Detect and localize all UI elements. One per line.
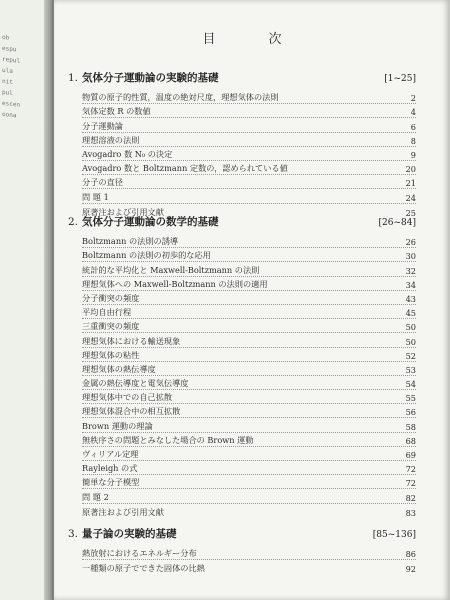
chapter-page-range: [26~84] — [378, 218, 416, 228]
entry-page-number: 54 — [405, 379, 416, 390]
contents-page — [54, 0, 450, 600]
entry-title: Rayleigh の式 — [82, 463, 138, 474]
entry-page-number: 82 — [405, 492, 416, 503]
entry-page-number: 2 — [410, 93, 416, 104]
entry-page-number: 43 — [405, 293, 416, 304]
chapter-page-range: [85~136] — [372, 530, 416, 540]
fragment: oona — [2, 110, 17, 120]
toc-entry — [82, 147, 416, 161]
toc-entry — [82, 348, 416, 362]
entry-title: Avogadro 数と Boltzmann 定数の，認められている値 — [82, 163, 288, 174]
entry-page-number: 9 — [410, 149, 416, 160]
toc-entry — [82, 277, 416, 291]
entry-title: 統計的な平均化と Maxwell-Boltzmann の法則 — [82, 264, 260, 275]
chapter-heading — [68, 526, 416, 542]
toc-entry — [82, 376, 416, 390]
chapter-number: 3. — [68, 528, 79, 540]
entry-title: 理想気体混合中の相互拡散 — [82, 406, 181, 417]
entry-title: 気体定数 R の数値 — [82, 106, 151, 117]
entry-page-number: 50 — [405, 322, 416, 333]
entry-page-number: 20 — [405, 164, 416, 175]
chapter-1 — [68, 70, 416, 218]
entry-title: ヴィリアル定理 — [82, 449, 139, 459]
entry-title: Avogadro 数 N₀ の決定 — [82, 148, 173, 159]
fragment: pul — [2, 88, 13, 98]
toc-entry — [82, 175, 416, 189]
chapter-title: 気体分子運動論の実験的基礎 — [82, 72, 219, 84]
entry-title: 問 題 1 — [82, 191, 109, 202]
page-title: 目 次 — [202, 32, 302, 47]
entry-title: 平均自由行程 — [82, 307, 132, 318]
entry-title: 原著注および引用文献 — [82, 206, 164, 217]
entry-title: 理想気体の熱伝導度 — [82, 363, 156, 374]
toc-entry — [82, 90, 416, 104]
entry-page-number: 8 — [410, 135, 416, 146]
entry-title: Boltzmann の法則の誘導 — [82, 236, 179, 247]
entry-title: 分子運動論 — [82, 120, 123, 131]
entry-page-number: 86 — [405, 549, 416, 560]
entry-title: 分子の直径 — [82, 177, 123, 188]
fragment: nit — [2, 77, 13, 87]
entry-title: 無秩序さの問題とみなした場合の Brown 運動 — [82, 434, 254, 445]
entry-list — [82, 234, 416, 518]
toc-entry — [82, 433, 416, 447]
entry-page-number: 25 — [405, 207, 416, 218]
toc-entry — [82, 418, 416, 432]
entry-title: 理想気体における輸送現象 — [82, 335, 181, 346]
toc-entry — [82, 560, 416, 574]
entry-title: 一種類の原子でできた固体の比熱 — [82, 563, 205, 574]
toc-entry — [82, 319, 416, 333]
toc-entry — [82, 234, 416, 248]
chapter-number: 2. — [68, 216, 79, 228]
entry-page-number: 55 — [405, 393, 416, 404]
entry-page-number: 52 — [405, 350, 416, 361]
entry-page-number: 68 — [405, 435, 416, 446]
toc-entry — [82, 333, 416, 347]
entry-page-number: 83 — [405, 507, 416, 518]
chapter-page-range: [1~25] — [384, 74, 416, 84]
entry-title: Boltzmann の法則の初歩的な応用 — [82, 250, 211, 261]
toc-entry — [82, 546, 416, 560]
entry-title: 理想溶液の法則 — [82, 134, 140, 145]
entry-page-number: 72 — [405, 464, 416, 475]
fragment: ula — [2, 66, 13, 76]
chapter-2 — [68, 214, 416, 518]
entry-title: 分子衝突の頻度 — [82, 292, 140, 303]
entry-title: 金属の熱伝導度と電気伝導度 — [82, 378, 189, 389]
chapter-3 — [68, 526, 416, 574]
entry-page-number: 26 — [405, 237, 416, 248]
fragment: escen — [2, 99, 21, 109]
entry-title: 理想気体中での自己拡散 — [82, 392, 173, 403]
fragment: ob — [2, 33, 10, 42]
toc-entry — [82, 248, 416, 262]
toc-entry — [82, 305, 416, 319]
entry-page-number: 4 — [410, 107, 416, 118]
toc-entry — [82, 104, 416, 118]
chapter-heading — [68, 70, 416, 86]
entry-page-number: 69 — [405, 450, 416, 460]
fragment: repul — [2, 55, 21, 65]
entry-page-number: 32 — [405, 265, 416, 276]
entry-page-number: 50 — [405, 336, 416, 347]
toc-entry — [82, 475, 416, 489]
toc-entry — [82, 189, 416, 203]
entry-page-number: 6 — [410, 121, 416, 132]
left-page-fragments — [0, 28, 44, 203]
entry-title: 物質の原子的性質，温度の絶対尺度，理想気体の法則 — [82, 92, 279, 103]
toc-entry — [82, 118, 416, 132]
toc-entry — [82, 447, 416, 461]
toc-entry — [82, 461, 416, 475]
entry-page-number: 92 — [405, 564, 416, 575]
entry-title: 熱放射におけるエネルギー分布 — [82, 548, 197, 559]
chapter-number: 1. — [68, 72, 79, 84]
toc-entry — [82, 291, 416, 305]
entry-title: 理想気体の粘性 — [82, 349, 140, 360]
entry-title: 原著注および引用文献 — [82, 506, 164, 517]
chapter-heading — [68, 214, 416, 230]
entry-page-number: 58 — [405, 421, 416, 432]
entry-page-number: 45 — [405, 308, 416, 319]
entry-page-number: 56 — [405, 407, 416, 418]
entry-title: 理想気体への Maxwell-Boltzmann の法則の適用 — [82, 278, 268, 289]
toc-entry — [82, 133, 416, 147]
toc-entry — [82, 161, 416, 175]
entry-title: 三重衝突の頻度 — [82, 321, 140, 332]
entry-page-number: 21 — [405, 178, 416, 189]
toc-entry — [82, 404, 416, 418]
toc-entry — [82, 390, 416, 404]
chapter-title: 量子論の実験的基礎 — [82, 528, 177, 540]
entry-list — [82, 90, 416, 218]
entry-page-number: 72 — [405, 478, 416, 489]
chapter-title: 気体分子運動論の数学的基礎 — [82, 216, 219, 228]
entry-list — [82, 546, 416, 574]
entry-title: Brown 運動の理論 — [82, 420, 153, 431]
toc-entry — [82, 489, 416, 503]
toc-entry — [82, 504, 416, 518]
entry-title: 簡単な分子模型 — [82, 477, 140, 488]
entry-page-number: 34 — [405, 279, 416, 290]
toc-entry — [82, 262, 416, 276]
entry-page-number: 53 — [405, 364, 416, 375]
toc-entry — [82, 362, 416, 376]
fragment: espu — [2, 44, 17, 54]
entry-page-number: 30 — [405, 251, 416, 262]
entry-page-number: 24 — [405, 192, 416, 203]
entry-title: 問 題 2 — [82, 491, 109, 502]
